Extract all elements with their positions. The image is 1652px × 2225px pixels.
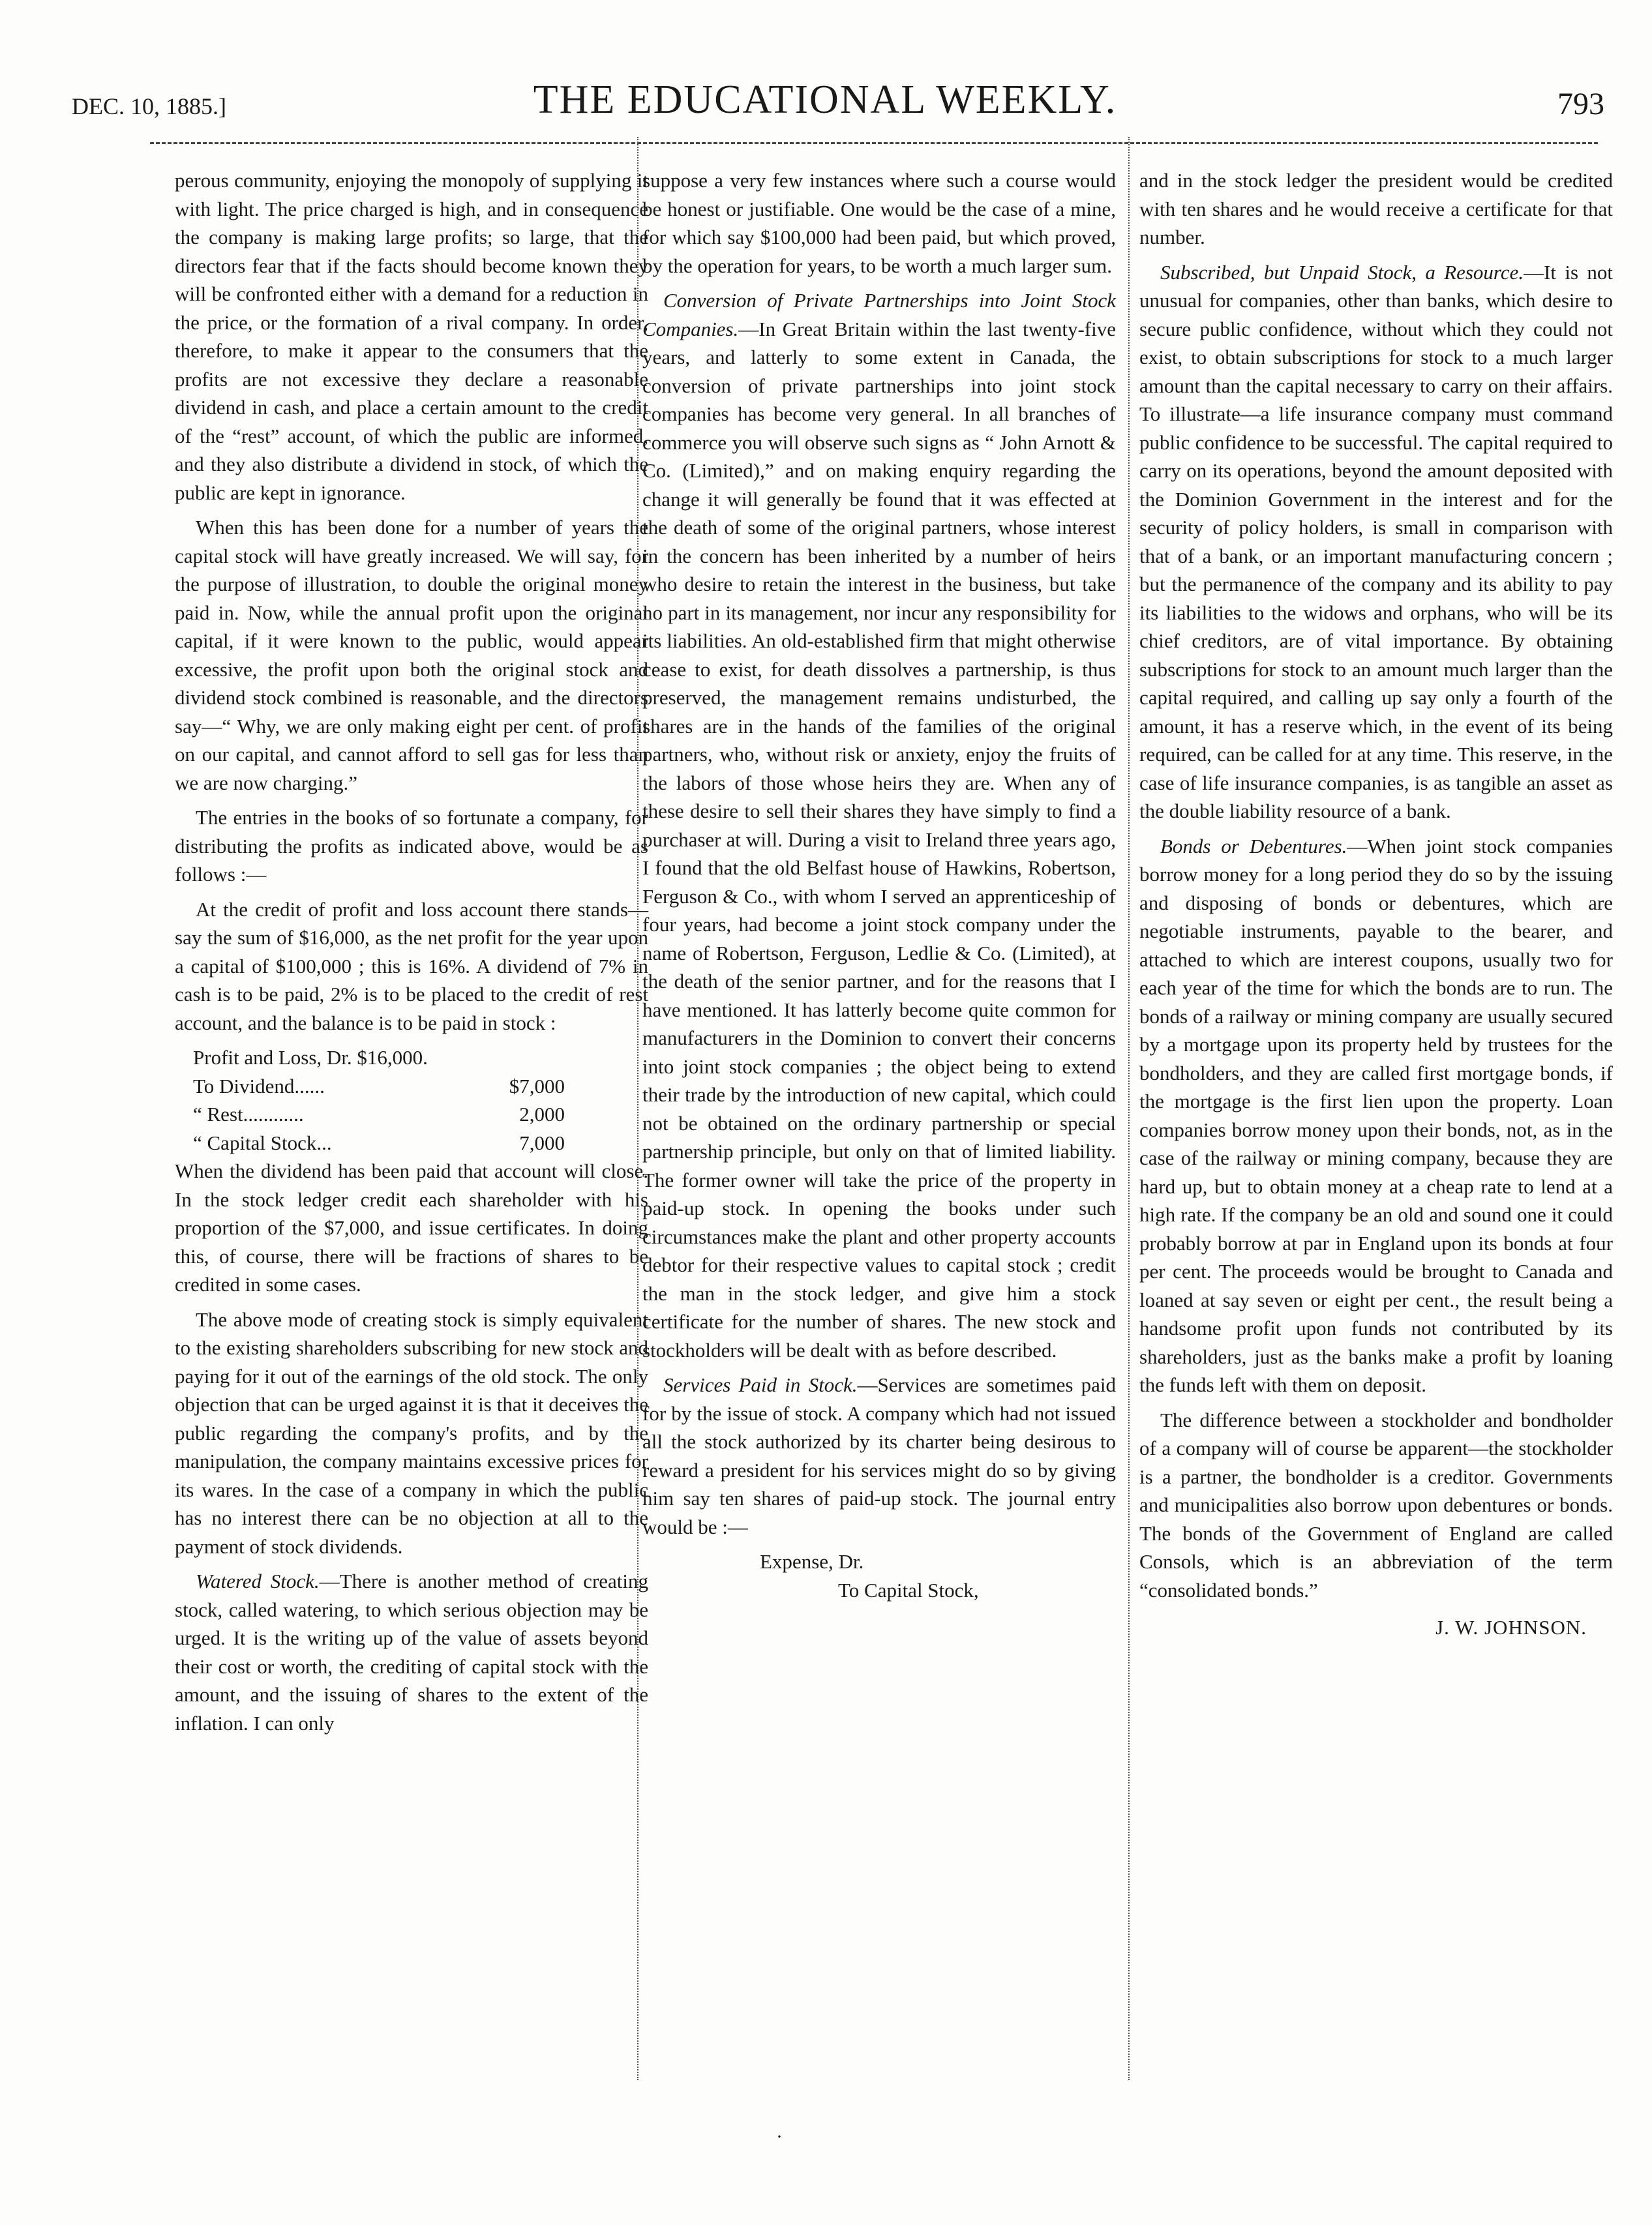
paragraph xyxy=(642,286,1116,1364)
paragraph xyxy=(1139,258,1613,826)
entry-credit: To Capital Stock, xyxy=(838,1578,979,1602)
paragraph: and in the stock ledger the president would be credited with ten shares and he would receive a certificate for that number. xyxy=(1139,169,1613,248)
section-heading-services: Services Paid in Stock. xyxy=(663,1373,858,1396)
page-header xyxy=(46,77,1604,136)
section-heading-bonds: Bonds or Debentures. xyxy=(1160,834,1347,858)
column-divider-2 xyxy=(1128,137,1130,2080)
entry-row xyxy=(193,1072,648,1101)
paragraph xyxy=(175,1567,648,1737)
paragraph: The difference between a stockholder and bondholder of a company will of course be apparent—the stockholder is a partner, the bondholder is a creditor. Governments and municipalities also borrow upon debentures or bonds. The bonds of the Government of England are called Consols, which is an abbreviation of the term “consolidated bonds.” xyxy=(1139,1408,1613,1602)
entry-label: “ Rest............ xyxy=(193,1103,304,1126)
paragraph xyxy=(642,1371,1116,1541)
paragraph: At the credit of profit and loss account there stands—say the sum of $16,000, as the net profit for the year upon a capital of $100,000 ; this is 16%. A dividend of 7% in cash is to be paid, 2% is to be placed to the credit of rest account, and the balance is to be paid in stock : xyxy=(175,897,648,1034)
paragraph: suppose a very few instances where such a course would be honest or justifiable. One would be the case of a mine, for which say $100,000 had been paid, but which proved, by the operation for years, to be worth a much larger sum. xyxy=(642,169,1116,277)
header-rule xyxy=(150,142,1598,144)
paragraph-text: —When joint stock companies borrow money for a long period they do so by the issuing and disposing of bonds or debentures, which are negotiable instruments, payable to the bearer, and attached to which are interest coupons, usually two for each year of the time for which the bonds are to run. The bonds of a railway or mining company are usually secured by a mortgage upon its property held by trustees for the bondholders, and they are called first mortgage bonds, if the mortgage is the first lien upon the property. Loan companies borrow money upon their bonds, not, as in the case of the railway or mining company, because they are hard up, but to obtain money at a cheap rate to lend at a high rate. If the company be an old and sound one it could probably borrow at par in England upon its bonds at four per cent. The proceeds would be brought to Canada and loaned at say seven or eight per cent., the result being a handsome profit upon funds not contributed by its shareholders, just as the banks make a profit by loaning the funds left with them on deposit. xyxy=(1139,834,1613,1396)
entry-amount: 7,000 xyxy=(519,1131,565,1154)
entry-amount: $7,000 xyxy=(509,1074,565,1098)
paragraph-text: —In Great Britain within the last twenty-five years, and latterly to some extent in Canada, the conversion of private partnerships into joint stock companies has become very general. In all branches of commerce you will observe such signs as “ John Arnott & Co. (Limited),” and on making enquiry regarding the change it will generally be found that it was effected at the death of some of the original partners, whose interest in the concern has been inherited by a number of heirs who desire to retain the interest in the business, but take no part in its management, nor incur any responsibility for its liabilities. An old-established firm that might otherwise cease to exist, for death dissolves a partnership, is thus preserved, the management remains undisturbed, the shares are in the hands of the families of the original partners, who, without risk or anxiety, enjoy the fruits of the labors of those whose heirs they are. When any of these desire to sell their shares they have simply to find a purchaser at will. During a visit to Ireland three years ago, I found that the old Belfast house of Hawkins, Robertson, Ferguson & Co., with whom I served an apprenticeship of four years, had become a joint stock company under the name of Robertson, Ferguson, Ledlie & Co. (Limited), at the death of the senior partner, and for the reasons that I have mentioned. It has latterly become quite common for manufacturers in the Dominion to convert their concerns into joint stock companies ; the object being to extend their trade by the introduction of new capital, which could not be obtained on the ordinary partnership or special partnership principle, but only on that of limited liability. The former owner will take the price of the property in paid-up stock. In opening the books under such circumstances make the plant and other property accounts debtor for their respective values to capital stock ; credit the man in the stock ledger, and give him a stock certificate for the number of shares. The new stock and stockholders will be dealt with as before described. xyxy=(642,317,1116,1362)
entry-debit: Expense, Dr. xyxy=(760,1550,864,1573)
entry-row xyxy=(193,1100,648,1129)
paragraph: When the dividend has been paid that account will close. In the stock ledger credit each shareholder with his proportion of the $7,000, and issue certificates. In doing this, of course, there will be fractions of shares to be credited in some cases. xyxy=(175,1159,648,1296)
entry-label: To Dividend...... xyxy=(193,1074,325,1098)
paragraph: The above mode of creating stock is simply equivalent to the existing shareholders subscribing for new stock and paying for it out of the earnings of the old stock. The only objection that can be urged against it is that it deceives the public regarding the company's profits, and by the manipulation, the company maintains excessive prices for its wares. In the case of a company in which the public has no interest there can be no objection at all to the payment of stock dividends. xyxy=(175,1307,648,1558)
column-3 xyxy=(1139,166,1613,1642)
entry-amount: 2,000 xyxy=(519,1103,565,1126)
paragraph-text: —There is another method of creating stock, called watering, to which serious objection may be urged. It is the writing up of the value of assets beyond their cost or worth, the crediting of capital stock with the amount, and the issuing of shares to the extent of the inflation. I can only xyxy=(175,1570,649,1735)
header-date: DEC. 10, 1885.] xyxy=(72,93,226,119)
journal-title: THE EDUCATIONAL WEEKLY. xyxy=(533,78,1117,122)
entry-head: Profit and Loss, Dr. $16,000. xyxy=(193,1046,428,1069)
paragraph: When this has been done for a number of years the capital stock will have greatly increased. We will say, for the purpose of illustration, to double the original money paid in. Now, while the annual profit upon the original capital, if it were known to the public, would appear excessive, the profit upon both the original stock and dividend stock combined is reasonable, and the directors say—“ Why, we are only making eight per cent. of profit on our capital, and cannot afford to sell gas for less than we are now charging.” xyxy=(175,516,648,794)
journal-entry-profit-loss xyxy=(193,1043,648,1157)
section-heading-watered-stock: Watered Stock. xyxy=(196,1570,320,1592)
paragraph: perous community, enjoying the monopoly of supplying it with light. The price charged is high, and in consequence the company is making large profits; so large, that the directors fear that if the facts should become known they will be confronted either with a demand for a reduction in the price, or the formation of a rival company. In order, therefore, to make it appear to the consumers that the profits are not excessive they declare a reasonable dividend in cash, and place a certain amount to the credit of the “rest” account, of which the public are informed, and they also distribute a dividend in stock, of which the public are kept in ignorance. xyxy=(175,169,648,504)
author-signature: J. W. JOHNSON. xyxy=(1435,1616,1587,1639)
section-heading-conversion: Conversion of Private Partnerships into Joint Stock Companies. xyxy=(642,289,1116,340)
page-number: 793 xyxy=(1557,87,1604,121)
paragraph-text: —Services are sometimes paid for by the issue of stock. A company which had not issued all the stock authorized by its charter being desirous to reward a president for his services might do so by giving him say ten shares of paid-up stock. The journal entry would be :— xyxy=(642,1373,1116,1538)
entry-label: “ Capital Stock... xyxy=(193,1131,332,1154)
column-1 xyxy=(175,166,648,1744)
paragraph-text: —It is not unusual for companies, other than banks, which desire to secure public confidence, without which they could not exist, to obtain subscriptions for stock to a much larger amount than the capital necessary to carry on their affairs. To illustrate—a life insurance company must command public confidence to be successful. The capital required to carry on its operations, beyond the amount deposited with the Dominion Government in the interest and for the security of policy holders, is small in comparison with that of a bank, or an important manufacturing concern ; but the permanence of the company and its ability to pay its liabilities to the widows and orphans, who will be its chief creditors, are of vital importance. By obtaining subscriptions for stock to an amount much larger than the capital required, and calling up say only a fourth of the amount, it has a reserve which, in the event of its being required, can be called for at any time. This reserve, in the case of life insurance companies, is as tangible an asset as the double liability resource of a bank. xyxy=(1139,260,1613,822)
journal-entry-expense xyxy=(642,1547,1116,1604)
section-heading-subscribed: Subscribed, but Unpaid Stock, a Resource. xyxy=(1160,260,1524,284)
entry-row xyxy=(193,1129,648,1157)
column-2 xyxy=(642,166,1116,1604)
paragraph xyxy=(1139,832,1613,1399)
page-mark: · xyxy=(776,2126,783,2147)
paragraph: The entries in the books of so fortunate a company, for distributing the profits as indicated above, would be as follows :— xyxy=(175,806,648,886)
